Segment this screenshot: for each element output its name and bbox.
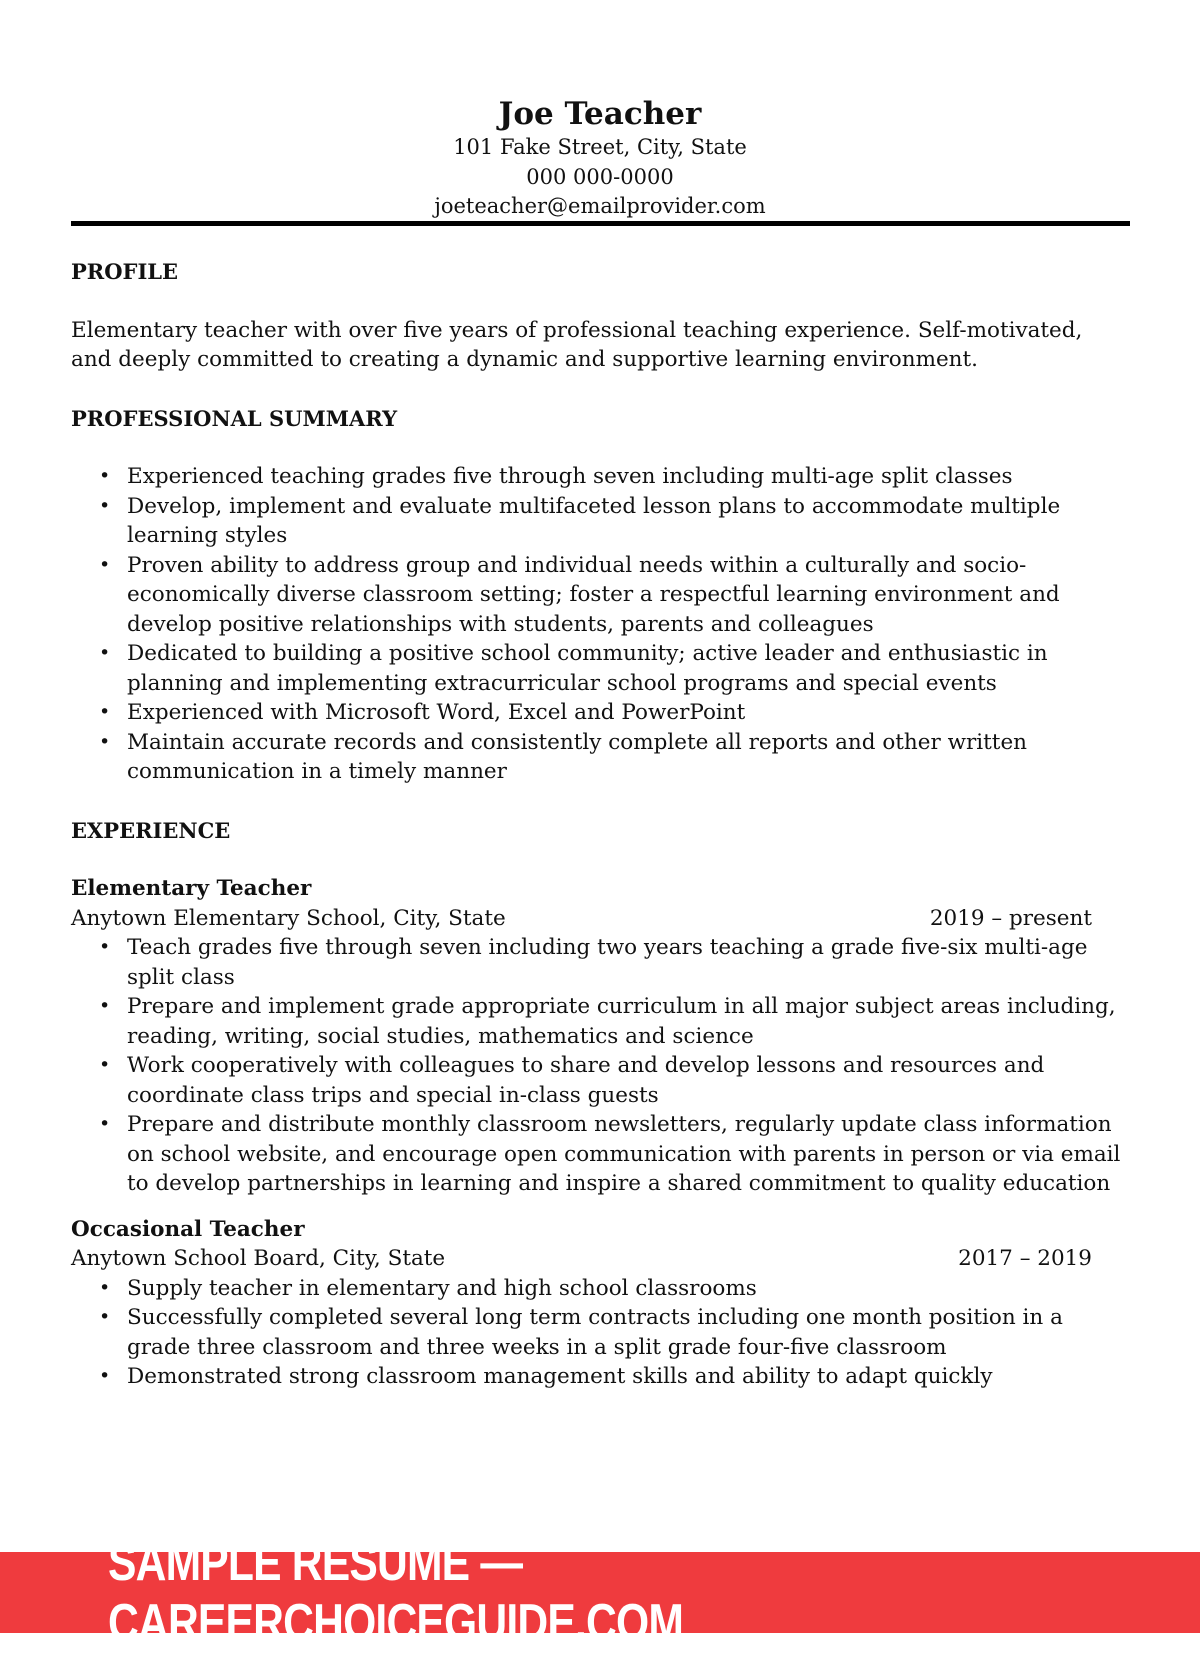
job-title: Occasional Teacher: [71, 1216, 305, 1242]
list-item: • Experienced teaching grades five through seven including multi-age split classes: [127, 462, 1129, 492]
job-employer: Anytown Elementary School, City, State: [71, 905, 506, 931]
resume-page: [71, 0, 1129, 1389]
list-item: • Prepare and implement grade appropriate curriculum in all major subject areas including, reading, writing, social studies, mathematics and science: [127, 992, 1129, 1051]
list-item: • Successfully completed several long term contracts including one month position in a grade three classroom and three weeks in a split grade four-five classroom: [127, 1303, 1129, 1362]
candidate-name: Joe Teacher: [498, 96, 702, 132]
list-item: • Work cooperatively with colleagues to share and develop lessons and resources and coordinate class trips and special in-class guests: [127, 1051, 1129, 1110]
list-item: • Demonstrated strong classroom management skills and ability to adapt quickly: [127, 1362, 1129, 1392]
experience-heading: EXPERIENCE: [71, 817, 231, 843]
list-item: • Develop, implement and evaluate multifaceted lesson plans to accommodate multiple learning styles: [127, 492, 1129, 551]
header-divider: [71, 221, 1130, 226]
profile-heading: PROFILE: [71, 259, 179, 284]
list-item: • Prepare and distribute monthly classroom newsletters, regularly update class information on school website, and encourage open communication with parents in person or via email to develop partnerships in learning and inspire a shared commitment to quality education: [127, 1110, 1129, 1199]
job-entry: [71, 874, 1129, 1199]
job-dates: 2019 – present: [929, 905, 1092, 931]
list-item: • Dedicated to building a positive school community; active leader and enthusiastic in planning and implementing extracurricular school programs and special events: [127, 639, 1129, 698]
job-employer-line: [71, 904, 1129, 934]
banner-text: SAMPLE RESUME — CAREERCHOICEGUIDE.COM: [108, 1533, 684, 1652]
job-entry: [71, 1215, 1129, 1392]
list-item: • Maintain accurate records and consistently complete all reports and other written communication in a timely manner: [127, 728, 1129, 787]
job-duties-list: [71, 1274, 1129, 1392]
resume-body: [71, 257, 1129, 1408]
contact-phone: 000 000-0000: [526, 164, 674, 189]
summary-list: [71, 462, 1129, 787]
list-item: • Experienced with Microsoft Word, Excel and PowerPoint: [127, 698, 1129, 728]
sample-resume-banner: [0, 1533, 1200, 1652]
job-employer-line: [71, 1244, 1129, 1274]
resume-header: [71, 0, 1129, 222]
summary-heading: PROFESSIONAL SUMMARY: [71, 405, 398, 431]
list-item: • Proven ability to address group and individual needs within a culturally and socio-economically diverse classroom setting; foster a respectful learning environment and develop positive relationships with students, parents and colleagues: [127, 551, 1129, 640]
job-dates: 2017 – 2019: [958, 1246, 1092, 1271]
contact-email: joeteacher@emailprovider.com: [434, 194, 766, 218]
list-item: • Supply teacher in elementary and high school classrooms: [127, 1274, 1129, 1304]
job-title: Elementary Teacher: [71, 876, 312, 901]
contact-address: 101 Fake Street, City, State: [453, 135, 747, 159]
job-duties-list: [71, 933, 1129, 1199]
job-employer: Anytown School Board, City, State: [71, 1246, 446, 1271]
profile-text: Elementary teacher with over five years of professional teaching experience. Self-motivated, and deeply committed to creating a dynamic and supportive learning environment.: [71, 317, 1083, 372]
list-item: • Teach grades five through seven including two years teaching a grade five-six multi-age split class: [127, 933, 1129, 992]
